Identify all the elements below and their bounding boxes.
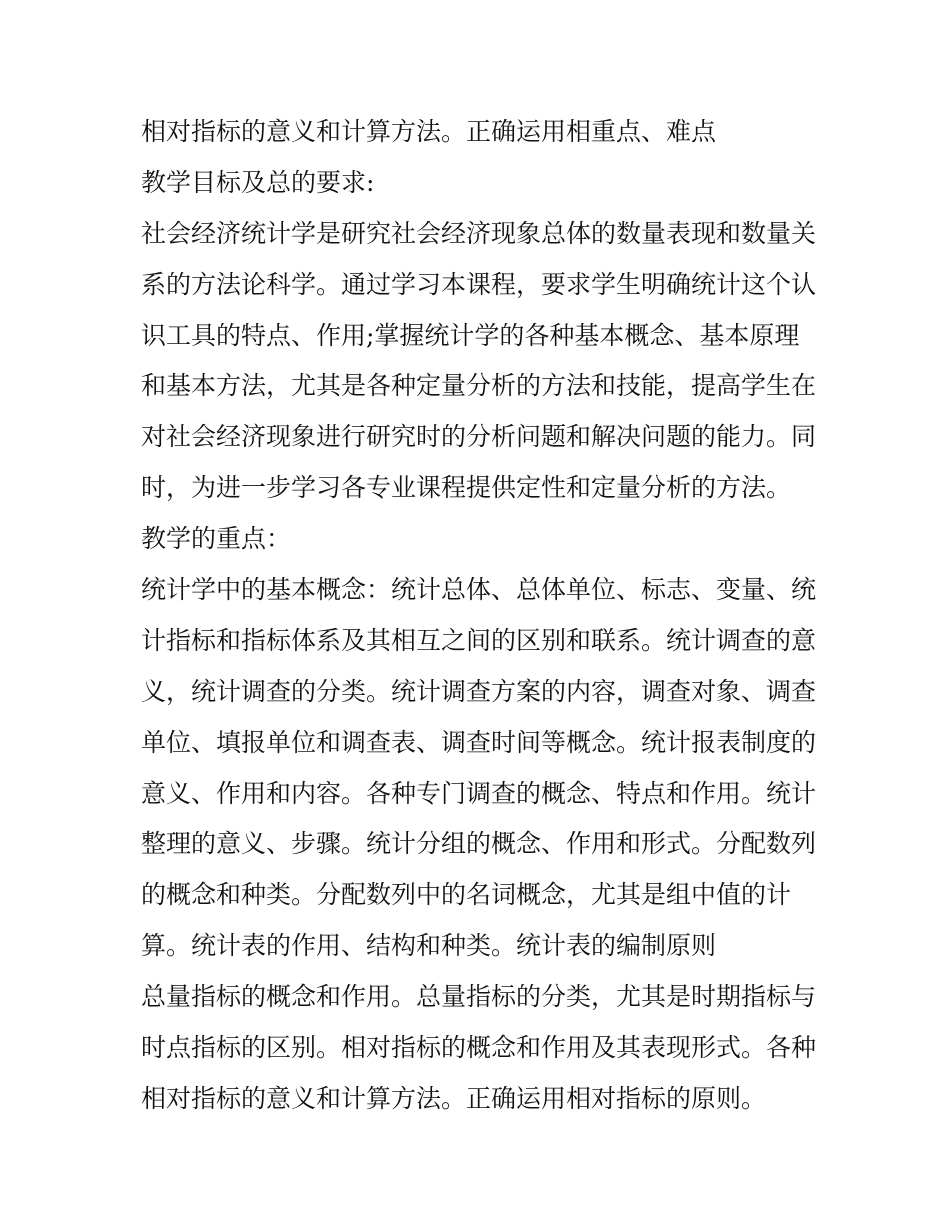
text-line-4: 系的方法论科学。通过学习本课程，要求学生明确统计这个认 (141, 269, 817, 299)
text-line-13: 单位、填报单位和调查表、调查时间等概念。统计报表制度的 (141, 727, 817, 757)
text-line-14: 意义、作用和内容。各种专门调查的概念、特点和作用。统计 (141, 778, 817, 808)
text-line-7: 对社会经济现象进行研究时的分析问题和解决问题的能力。同 (141, 422, 817, 452)
text-line-8: 时，为进一步学习各专业课程提供定性和定量分析的方法。 (141, 473, 792, 503)
text-line-11: 计指标和指标体系及其相互之间的区别和联系。统计调查的意 (141, 625, 817, 655)
text-line-3: 社会经济统计学是研究社会经济现象总体的数量表现和数量关 (141, 218, 817, 248)
text-line-10: 统计学中的基本概念：统计总体、总体单位、标志、变量、统 (141, 575, 817, 605)
text-line-5: 识工具的特点、作用;掌握统计学的各种基本概念、基本原理 (141, 320, 800, 350)
text-line-16: 的概念和种类。分配数列中的名词概念，尤其是组中值的计 (141, 880, 792, 910)
text-line-12: 义，统计调查的分类。统计调查方案的内容，调查对象、调查 (141, 676, 817, 706)
text-line-2: 教学目标及总的要求: (141, 167, 375, 197)
text-line-6: 和基本方法，尤其是各种定量分析的方法和技能，提高学生在 (141, 371, 817, 401)
text-line-19: 时点指标的区别。相对指标的概念和作用及其表现形式。各种 (141, 1033, 817, 1063)
text-line-1: 相对指标的意义和计算方法。正确运用相重点、难点 (141, 117, 717, 146)
text-line-15: 整理的意义、步骤。统计分组的概念、作用和形式。分配数列 (141, 829, 817, 859)
text-line-18: 总量指标的概念和作用。总量指标的分类，尤其是时期指标与 (141, 982, 817, 1012)
text-line-17: 算。统计表的作用、结构和种类。统计表的编制原则 (141, 931, 717, 961)
document-body (141, 107, 821, 1125)
text-line-9: 教学的重点： (141, 524, 292, 554)
text-line-20: 相对指标的意义和计算方法。正确运用相对指标的原则。 (141, 1083, 767, 1113)
